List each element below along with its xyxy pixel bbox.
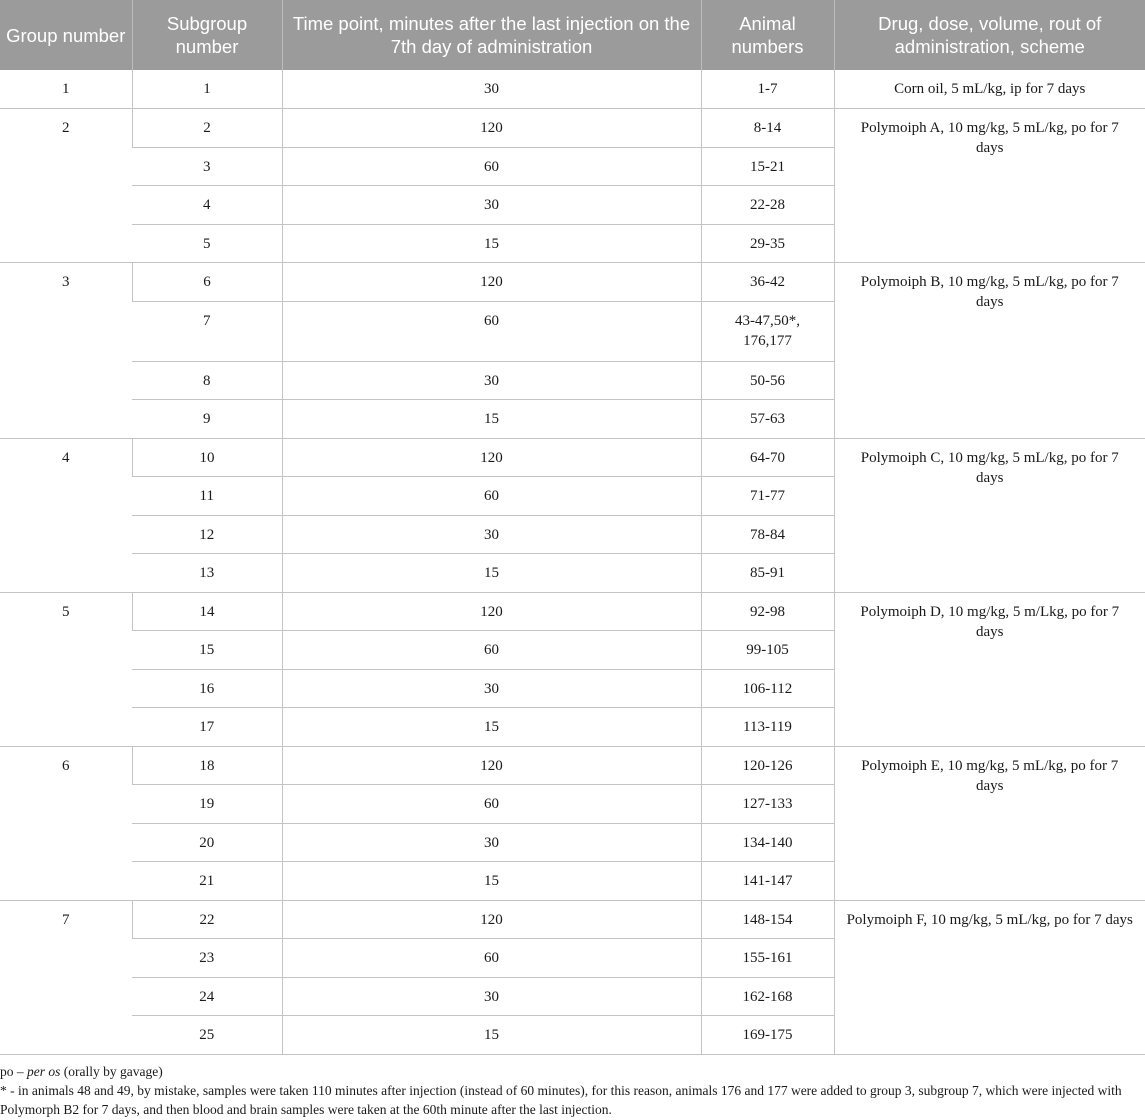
subgroup-number-cell: 22 — [132, 900, 282, 939]
time-point-cell: 120 — [282, 109, 701, 148]
time-point-cell: 60 — [282, 147, 701, 186]
animal-numbers-cell: 71-77 — [701, 477, 834, 516]
table-row — [0, 109, 1145, 148]
subgroup-number-cell: 18 — [132, 746, 282, 785]
subgroup-number-cell: 25 — [132, 1016, 282, 1055]
animal-numbers-cell: 113-119 — [701, 708, 834, 747]
table-row — [0, 746, 1145, 785]
header-animal-numbers: Animal numbers — [701, 0, 834, 70]
animal-numbers-cell: 78-84 — [701, 515, 834, 554]
time-point-cell: 30 — [282, 70, 701, 109]
subgroup-number-cell: 1 — [132, 70, 282, 109]
subgroup-number-cell: 24 — [132, 977, 282, 1016]
table-row — [0, 438, 1145, 477]
subgroup-number-cell: 13 — [132, 554, 282, 593]
header-drug: Drug, dose, volume, rout of administration, scheme — [834, 0, 1145, 70]
time-point-cell: 60 — [282, 631, 701, 670]
table-row — [0, 70, 1145, 109]
footnote-po: po – per os (orally by gavage) — [0, 1064, 163, 1079]
table-header — [0, 0, 1145, 70]
group-number-cell: 2 — [0, 109, 132, 263]
subgroup-number-cell: 16 — [132, 669, 282, 708]
time-point-cell: 120 — [282, 900, 701, 939]
subgroup-number-cell: 10 — [132, 438, 282, 477]
table-row — [0, 263, 1145, 302]
table-body — [0, 70, 1145, 1054]
time-point-cell: 30 — [282, 186, 701, 225]
table-row — [0, 900, 1145, 939]
time-point-cell: 60 — [282, 939, 701, 978]
drug-cell: Polymoiph E, 10 mg/kg, 5 mL/kg, po for 7 days — [834, 746, 1145, 900]
time-point-cell: 30 — [282, 361, 701, 400]
animal-numbers-cell: 127-133 — [701, 785, 834, 824]
animal-numbers-cell: 64-70 — [701, 438, 834, 477]
time-point-cell: 60 — [282, 477, 701, 516]
drug-cell: Polymoiph D, 10 mg/kg, 5 m/Lkg, po for 7 days — [834, 592, 1145, 746]
animal-numbers-cell: 106-112 — [701, 669, 834, 708]
animal-numbers-cell: 43-47,50*, 176,177 — [701, 301, 834, 361]
time-point-cell: 30 — [282, 977, 701, 1016]
group-number-cell: 7 — [0, 900, 132, 1054]
group-number-cell: 3 — [0, 263, 132, 439]
animal-numbers-cell: 50-56 — [701, 361, 834, 400]
subgroup-number-cell: 7 — [132, 301, 282, 361]
time-point-cell: 15 — [282, 708, 701, 747]
animal-numbers-cell: 1-7 — [701, 70, 834, 109]
drug-cell: Polymoiph F, 10 mg/kg, 5 mL/kg, po for 7 days — [834, 900, 1145, 1054]
subgroup-number-cell: 11 — [132, 477, 282, 516]
group-number-cell: 4 — [0, 438, 132, 592]
drug-cell: Polymoiph C, 10 mg/kg, 5 mL/kg, po for 7 days — [834, 438, 1145, 592]
subgroup-number-cell: 3 — [132, 147, 282, 186]
subgroup-number-cell: 19 — [132, 785, 282, 824]
table-row — [0, 592, 1145, 631]
time-point-cell: 120 — [282, 438, 701, 477]
time-point-cell: 120 — [282, 592, 701, 631]
time-point-cell: 30 — [282, 515, 701, 554]
subgroup-number-cell: 4 — [132, 186, 282, 225]
subgroup-number-cell: 2 — [132, 109, 282, 148]
header-time-point: Time point, minutes after the last injection on the 7th day of administration — [282, 0, 701, 70]
footnotes — [0, 1062, 1145, 1119]
time-point-cell: 60 — [282, 301, 701, 361]
animal-numbers-cell: 148-154 — [701, 900, 834, 939]
drug-cell: Polymoiph A, 10 mg/kg, 5 mL/kg, po for 7 days — [834, 109, 1145, 263]
time-point-cell: 15 — [282, 554, 701, 593]
subgroup-number-cell: 21 — [132, 862, 282, 901]
animal-numbers-cell: 29-35 — [701, 224, 834, 263]
group-number-cell: 1 — [0, 70, 132, 109]
subgroup-number-cell: 8 — [132, 361, 282, 400]
subgroup-number-cell: 15 — [132, 631, 282, 670]
header-group-number: Group number — [0, 0, 132, 70]
animal-numbers-cell: 36-42 — [701, 263, 834, 302]
subgroup-number-cell: 20 — [132, 823, 282, 862]
animal-numbers-cell: 57-63 — [701, 400, 834, 439]
time-point-cell: 15 — [282, 862, 701, 901]
animal-numbers-cell: 85-91 — [701, 554, 834, 593]
header-row — [0, 0, 1145, 70]
subgroup-number-cell: 14 — [132, 592, 282, 631]
animal-numbers-cell: 169-175 — [701, 1016, 834, 1055]
time-point-cell: 15 — [282, 1016, 701, 1055]
animal-numbers-cell: 120-126 — [701, 746, 834, 785]
time-point-cell: 30 — [282, 823, 701, 862]
group-number-cell: 5 — [0, 592, 132, 746]
animal-numbers-cell: 22-28 — [701, 186, 834, 225]
drug-cell: Corn oil, 5 mL/kg, ip for 7 days — [834, 70, 1145, 109]
animal-numbers-cell: 99-105 — [701, 631, 834, 670]
subgroup-number-cell: 5 — [132, 224, 282, 263]
subgroup-number-cell: 6 — [132, 263, 282, 302]
subgroup-number-cell: 9 — [132, 400, 282, 439]
drug-cell: Polymoiph B, 10 mg/kg, 5 mL/kg, po for 7 days — [834, 263, 1145, 439]
animal-numbers-cell: 8-14 — [701, 109, 834, 148]
footnote-asterisk: * - in animals 48 and 49, by mistake, samples were taken 110 minutes after injection (instead of 60 minutes), for this reason, animals 176 and 177 were added to group 3, subgroup 7, which were injected with Polymorph B2 for 7 days, and then blood and brain samples were taken at the 60th minute after the last injection. — [0, 1083, 1122, 1117]
animal-numbers-cell: 134-140 — [701, 823, 834, 862]
header-subgroup-number: Subgroup number — [132, 0, 282, 70]
animal-numbers-cell: 141-147 — [701, 862, 834, 901]
subgroup-number-cell: 12 — [132, 515, 282, 554]
time-point-cell: 120 — [282, 263, 701, 302]
subgroup-number-cell: 17 — [132, 708, 282, 747]
animal-numbers-cell: 162-168 — [701, 977, 834, 1016]
animal-numbers-cell: 15-21 — [701, 147, 834, 186]
group-number-cell: 6 — [0, 746, 132, 900]
time-point-cell: 120 — [282, 746, 701, 785]
time-point-cell: 30 — [282, 669, 701, 708]
time-point-cell: 15 — [282, 224, 701, 263]
subgroup-number-cell: 23 — [132, 939, 282, 978]
animal-numbers-cell: 155-161 — [701, 939, 834, 978]
animal-numbers-cell: 92-98 — [701, 592, 834, 631]
time-point-cell: 60 — [282, 785, 701, 824]
time-point-cell: 15 — [282, 400, 701, 439]
